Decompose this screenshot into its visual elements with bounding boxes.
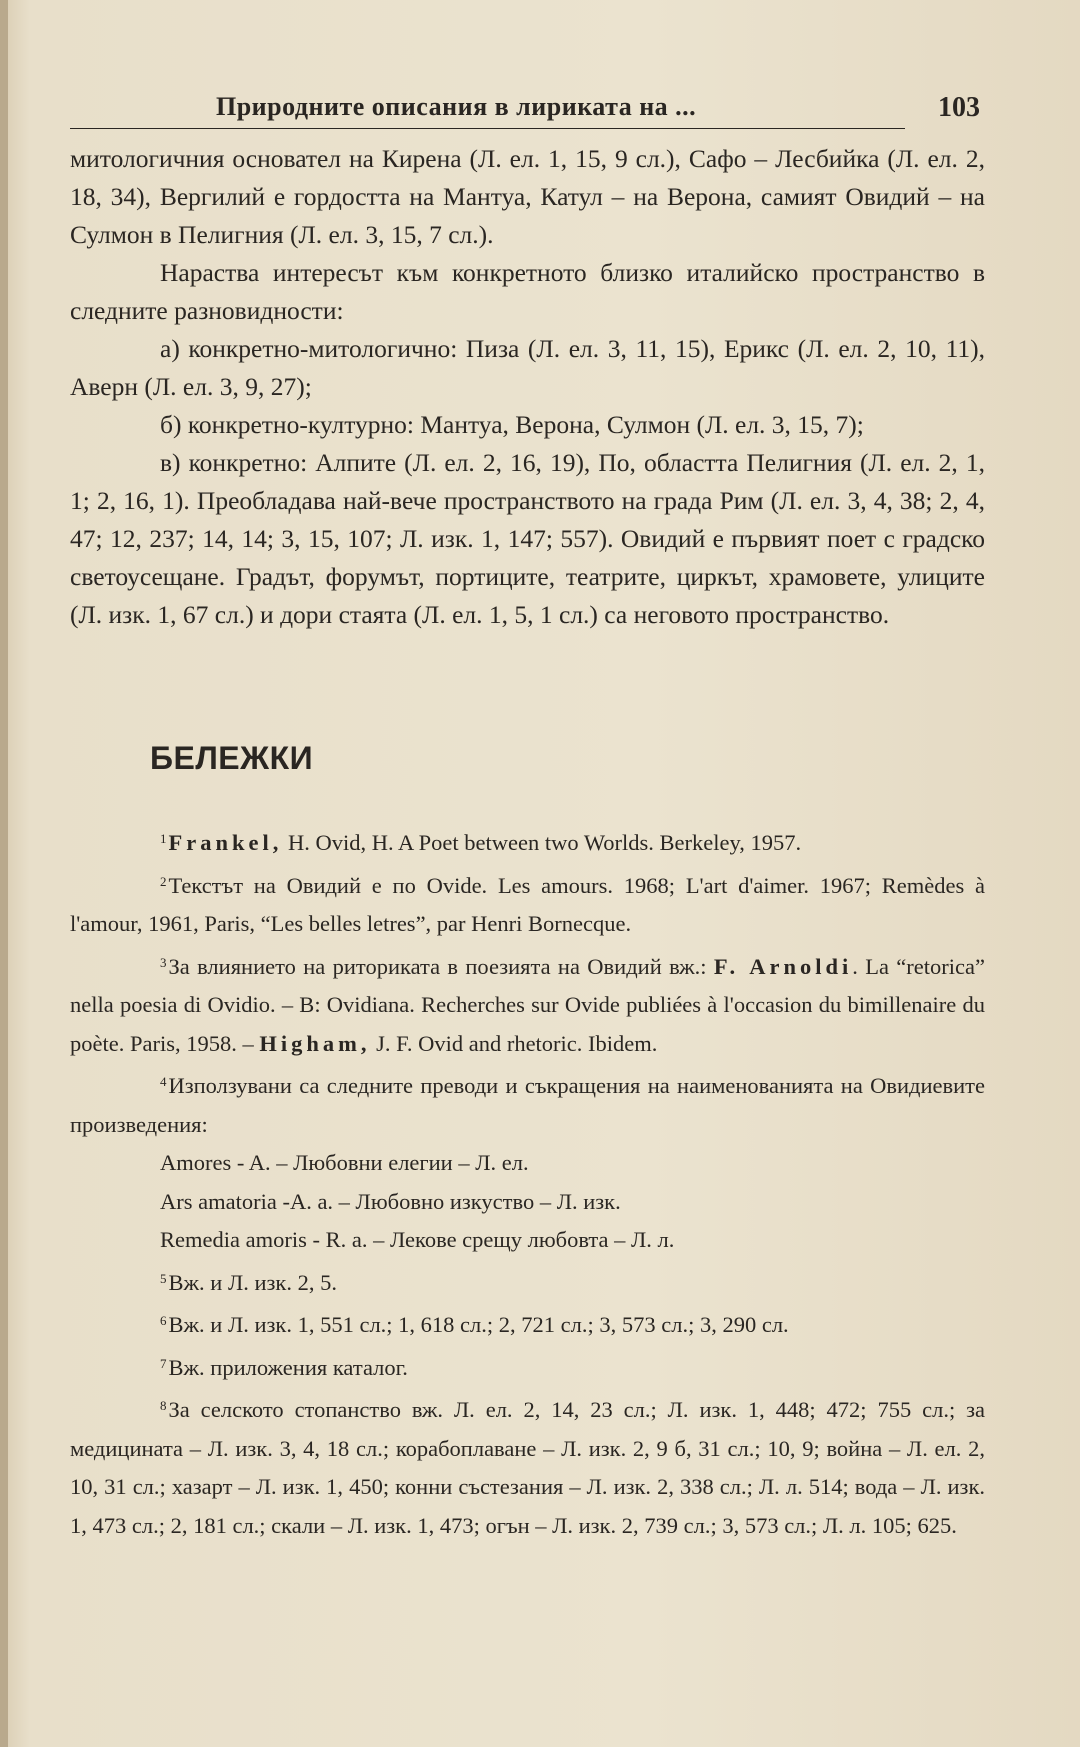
note-number: 3: [160, 954, 167, 970]
notes-section: [70, 820, 985, 1545]
running-title: Природните описания в лириката на ...: [216, 92, 697, 121]
header-rule: [70, 128, 905, 129]
abbrev-line-amores: Amores - A. – Любовни елегии – Л. ел.: [160, 1150, 529, 1175]
note-number: 7: [160, 1355, 167, 1371]
abbrev-line-remedia: Remedia amoris - R. a. – Лекове срещу любовта – Л. л.: [160, 1227, 675, 1252]
note-text: За селското стопанство вж. Л. ел. 2, 14, 23 сл.; Л. изк. 1, 448; 472; 755 сл.; за медицината – Л. изк. 3, 4, 18 сл.; корабоплаване – Л. изк. 2, 9 б, 31 сл.; 10, 9; война – Л. ел. 2, 10, 31 сл.; хазарт – Л. изк. 1, 450; конни състезания – Л. изк. 2, 338 сл.; Л. л. 514; вода – Л. изк. 1, 473 сл.; 2, 181 сл.; скали – Л. изк. 1, 473; огън – Л. изк. 2, 739 сл.; 3, 573 сл.; Л. л. 105; 625.: [70, 1397, 985, 1538]
note-text: H. Ovid, H. A Poet between two Worlds. Berkeley, 1957.: [282, 830, 802, 855]
note-4: [70, 1063, 985, 1144]
note-1: [70, 820, 985, 863]
note-5: [70, 1260, 985, 1303]
note-7: [70, 1345, 985, 1388]
author-name: Frankel,: [168, 830, 283, 855]
note-text: Вж. и Л. изк. 2, 5.: [168, 1269, 337, 1295]
book-spine-shadow: [0, 0, 8, 1747]
note-number: 8: [160, 1398, 167, 1413]
note-number: 1: [160, 831, 167, 846]
author-name: F. Arnoldi: [713, 953, 853, 979]
note-text: За влиянието на риториката в поезията на Овидий вж.:: [168, 953, 714, 979]
paragraph-4: б) конкретно-културно: Мантуа, Верона, Сулмон (Л. ел. 3, 15, 7);: [160, 410, 864, 439]
note-3: [70, 944, 985, 1064]
note-2: [70, 863, 985, 944]
running-header: [70, 92, 990, 132]
paragraph-5: в) конкретно: Алпите (Л. ел. 2, 16, 19), По, областта Пелигния (Л. ел. 2, 1, 1; 2, 16, 1). Преобладава най-вече пространството на града Рим (Л. ел. 3, 4, 38; 2, 4, 47; 12, 237; 14, 14; 3, 15, 107; Л. изк. 1, 147; 557). Овидий е първият поет с градско светоусещане. Градът, форумът, портиците, театрите, циркът, храмовете, улиците (Л. изк. 1, 67 сл.) и дори стаята (Л. ел. 1, 5, 1 сл.) са неговото пространство.: [70, 448, 985, 629]
note-number: 6: [160, 1313, 167, 1328]
page-number: 103: [938, 92, 980, 123]
note-number: 4: [160, 1074, 167, 1089]
note-text: Използувани са следните преводи и съкращения на наименованията на Овидиевите произведения:: [70, 1073, 985, 1137]
note-text: Вж. и Л. изк. 1, 551 сл.; 1, 618 сл.; 2, 721 сл.; 3, 573 сл.; 3, 290 сл.: [168, 1312, 789, 1337]
note-text: . La “retorica” nella poesia di Ovidio. – В: Ovidiana. Recherches sur Ovide publiées à l'occasion du bimillenaire du poète. Paris, 1958. –: [70, 953, 985, 1056]
paragraph-1: митологичния основател на Кирена (Л. ел. 1, 15, 9 сл.), Сафо – Лесбийка (Л. ел. 2, 18, 34), Вергилий е гордостта на Мантуа, Катул – на Верона, самият Овидий – на Сулмон в Пелигния (Л. ел. 3, 15, 7 сл.).: [70, 144, 985, 249]
notes-heading: БЕЛЕЖКИ: [150, 740, 314, 776]
author-name: Higham,: [259, 1030, 371, 1056]
note-6: [70, 1302, 985, 1345]
main-text: [70, 140, 985, 634]
note-8: [70, 1387, 985, 1545]
paragraph-2: Нараства интересът към конкретното близко италийско пространство в следните разновидности:: [70, 258, 985, 325]
note-text: J. F. Ovid and rhetoric. Ibidem.: [370, 1030, 658, 1056]
note-text: Вж. приложения каталог.: [168, 1354, 408, 1380]
abbrev-line-ars: Ars amatoria -A. a. – Любовно изкуство – Л. изк.: [160, 1188, 621, 1214]
note-text: Текстът на Овидий е по Ovide. Les amours. 1968; L'art d'aimer. 1967; Remèdes à l'amour, 1961, Paris, “Les belles letres”, par Henri Bornecque.: [70, 872, 985, 936]
note-number: 2: [160, 873, 167, 889]
paragraph-3: а) конкретно-митологично: Пиза (Л. ел. 3, 11, 15), Ерикс (Л. ел. 2, 10, 11), Аверн (Л. ел. 3, 9, 27);: [70, 334, 985, 401]
note-number: 5: [160, 1270, 167, 1286]
